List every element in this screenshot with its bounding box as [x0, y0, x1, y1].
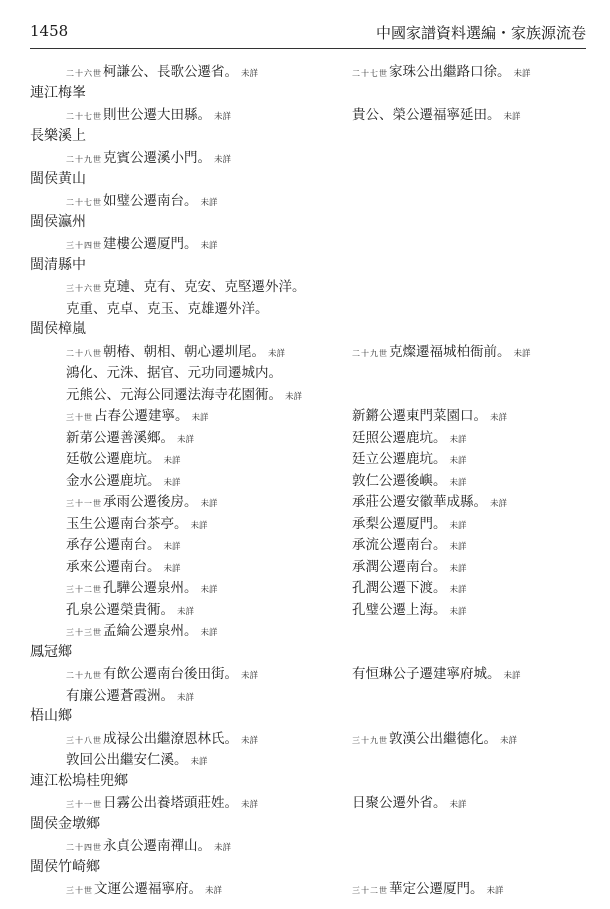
entry-text: 孔璧公遷上海。: [352, 601, 447, 618]
unknown-note: 未詳: [449, 477, 467, 488]
generation-label: 三十三世: [66, 628, 102, 637]
entry-right: [352, 877, 504, 899]
entry-continuation: [66, 297, 269, 319]
unknown-note: 未詳: [200, 628, 218, 638]
entry-continuation: [66, 684, 194, 706]
unknown-note: 未詳: [241, 69, 259, 79]
entry-continuation: [66, 748, 208, 770]
generation-label: 三十六世: [66, 284, 102, 293]
unknown-note: 未詳: [241, 671, 259, 681]
entry-right: [352, 533, 467, 555]
unknown-note: 未詳: [191, 413, 209, 423]
entry-right: [352, 447, 467, 469]
entry-text: 新苐公遷善溪鄉。: [66, 429, 174, 446]
place-heading: 閩侯竹崎鄉: [30, 858, 100, 875]
unknown-note: 未詳: [513, 348, 531, 359]
entry-continuation: [66, 361, 282, 383]
unknown-note: 未詳: [449, 542, 467, 552]
entry-left: [66, 490, 218, 512]
entry-text: 新鏘公遷東門菜園口。: [352, 408, 487, 424]
unknown-note: 未詳: [190, 520, 208, 531]
place-heading: 閩侯瀛州: [30, 213, 86, 230]
entry-right: [352, 404, 507, 426]
entry-left: [66, 791, 258, 813]
unknown-note: 未詳: [449, 606, 467, 617]
generation-label: 三十四世: [66, 241, 102, 250]
unknown-note: 未詳: [449, 434, 467, 445]
unknown-note: 未詳: [449, 520, 467, 531]
generation-label: 三十世: [66, 886, 93, 895]
entry-right: [352, 512, 467, 534]
generation-label: 三十一世: [66, 800, 102, 809]
entry-text: 克燦遷福城柏衙前。: [389, 343, 511, 360]
entry-text: 玉生公遷南台茶亭。: [66, 515, 188, 532]
entry-text: 柯謙公、長歌公遷省。: [103, 64, 238, 80]
unknown-note: 未詳: [241, 735, 259, 746]
unknown-note: 未詳: [449, 800, 467, 810]
entry-text: 家珠公出繼路口徐。: [389, 64, 511, 80]
unknown-note: 未詳: [200, 585, 218, 595]
generation-label: 三十二世: [66, 585, 102, 594]
generation-label: 二十七世: [66, 198, 102, 207]
entry-right: [352, 598, 467, 620]
entry-text: 朝椿、朝相、朝心遷圳尾。: [103, 343, 265, 360]
place-heading: 連江梅峯: [30, 84, 86, 101]
generation-label: 二十七世: [66, 112, 102, 121]
entry-right: [352, 576, 467, 598]
entry-left: [66, 60, 258, 82]
generation-label: 三十八世: [66, 735, 102, 745]
generation-label: 二十七世: [352, 69, 388, 78]
entry-text: 廷立公遷鹿坑。: [352, 451, 447, 467]
entry-left: [66, 576, 218, 598]
entry-left: [66, 512, 208, 534]
entry-text: 文運公遷福寧府。: [94, 881, 202, 897]
unknown-note: 未詳: [190, 757, 208, 767]
unknown-note: 未詳: [200, 241, 218, 251]
unknown-note: 未詳: [449, 585, 467, 595]
entry-left: [66, 447, 181, 469]
entry-left: [66, 469, 181, 491]
entry-left: [66, 834, 231, 856]
page-number: 1458: [30, 22, 69, 40]
unknown-note: 未詳: [503, 112, 521, 122]
entry-text: 日霧公出養塔頭莊姓。: [103, 795, 238, 811]
entry-right: [352, 103, 521, 125]
generation-label: 三十九世: [352, 735, 388, 745]
entry-text: 鴻化、元洙、据官、元功同遷城内。: [66, 365, 282, 381]
entry-text: 承存公遷南台。: [66, 537, 161, 553]
entry-left: [66, 146, 231, 168]
running-title: 中國家譜資料選編・家族源流卷: [375, 24, 586, 42]
unknown-note: 未詳: [500, 735, 518, 746]
unknown-note: 未詳: [214, 155, 232, 165]
entry-text: 敦仁公遷後嶼。: [352, 472, 447, 489]
entry-text: 如璧公遷南台。: [103, 193, 198, 209]
unknown-note: 未詳: [163, 456, 181, 466]
generation-label: 二十九世: [352, 348, 388, 358]
generation-label: 三十世: [66, 413, 93, 422]
entry-text: 承梨公遷厦門。: [352, 515, 447, 532]
entry-left: [66, 619, 218, 641]
entry-text: 貴公、榮公遷福寧延田。: [352, 107, 501, 123]
entry-text: 克賓公遷溪小門。: [103, 150, 211, 166]
unknown-note: 未詳: [177, 606, 195, 617]
unknown-note: 未詳: [214, 112, 232, 122]
entry-left: [66, 426, 194, 448]
entry-right: [352, 340, 531, 362]
entry-text: 廷敬公遷鹿坑。: [66, 451, 161, 467]
entry-continuation: [66, 383, 302, 405]
entry-text: 孔潤公遷下渡。: [352, 580, 447, 596]
entry-text: 成禄公出繼潦恩林氏。: [103, 730, 238, 747]
entry-text: 有飲公遷南台後田街。: [103, 666, 238, 682]
place-heading: 閩侯樟嵐: [30, 321, 86, 337]
unknown-note: 未詳: [268, 348, 286, 359]
generation-label: 三十一世: [66, 499, 102, 508]
place-heading: 閩清縣中: [30, 256, 86, 273]
entry-text: 孔驊公遷泉州。: [103, 580, 198, 596]
entry-right: [352, 60, 531, 82]
place-heading: 鳳冠鄉: [30, 643, 72, 660]
entry-left: [66, 533, 181, 555]
entry-left: [66, 103, 231, 125]
generation-label: 二十九世: [66, 155, 102, 164]
entry-text: 占春公遷建寧。: [94, 408, 189, 424]
unknown-note: 未詳: [490, 499, 508, 509]
place-heading: 長樂溪上: [30, 127, 86, 144]
entry-text: 有恒琳公子遷建寧府城。: [352, 666, 501, 682]
entry-left: [66, 598, 194, 620]
generation-label: 二十六世: [66, 69, 102, 78]
entry-right: [352, 791, 467, 813]
place-heading: 閩侯黄山: [30, 170, 86, 187]
unknown-note: 未詳: [285, 391, 303, 402]
entry-text: 廷照公遷鹿坑。: [352, 429, 447, 446]
entry-right: [352, 469, 467, 491]
entry-left: [66, 727, 258, 749]
unknown-note: 未詳: [214, 843, 232, 853]
entry-left: [66, 555, 181, 577]
entry-left: [66, 340, 285, 362]
entry-text: 金水公遷鹿坑。: [66, 472, 161, 489]
entry-text: 承流公遷南台。: [352, 537, 447, 553]
unknown-note: 未詳: [241, 800, 259, 810]
entry-text: 孔泉公遷榮貴衕。: [66, 601, 174, 618]
place-heading: 梧山鄉: [30, 708, 72, 724]
entry-text: 日聚公遷外省。: [352, 795, 447, 811]
unknown-note: 未詳: [163, 542, 181, 552]
entry-text: 承雨公遷後房。: [103, 494, 198, 510]
unknown-note: 未詳: [163, 563, 181, 574]
page-header: [30, 22, 586, 46]
entry-text: 華定公遷厦門。: [389, 881, 484, 897]
entry-left: [66, 404, 209, 426]
entry-left: [66, 877, 222, 899]
place-heading: 閩侯金墩鄉: [30, 815, 100, 832]
entry-text: 克重、克卓、克玉、克雄遷外洋。: [66, 300, 269, 317]
entry-left: [66, 275, 306, 297]
entry-left: [66, 232, 218, 254]
unknown-note: 未詳: [205, 886, 223, 896]
entry-text: 克璉、克有、克安、克堅遷外洋。: [103, 279, 306, 295]
unknown-note: 未詳: [177, 434, 195, 445]
entry-text: 元熊公、元海公同遷法海寺花園衕。: [66, 386, 282, 403]
entry-text: 永貞公遷南禪山。: [103, 838, 211, 854]
entry-text: 敦回公出繼安仁溪。: [66, 752, 188, 768]
entry-left: [66, 662, 258, 684]
entry-right: [352, 662, 521, 684]
generation-label: 二十八世: [66, 348, 102, 358]
generation-label: 二十九世: [66, 671, 102, 680]
entry-right: [352, 555, 467, 577]
entry-left: [66, 189, 218, 211]
entry-text: 則世公遷大田縣。: [103, 107, 211, 123]
entry-text: 承來公遷南台。: [66, 558, 161, 575]
unknown-note: 未詳: [513, 69, 531, 79]
entry-right: [352, 727, 517, 749]
entry-text: 孟綸公遷泉州。: [103, 623, 198, 639]
entry-right: [352, 490, 507, 512]
entry-text: 有廉公遷蒼霞洲。: [66, 687, 174, 704]
entry-text: 敦漢公出繼德化。: [389, 730, 497, 747]
unknown-note: 未詳: [163, 477, 181, 488]
entry-right: [352, 426, 467, 448]
place-heading: 連江松塢桂兜鄉: [30, 772, 128, 789]
generation-label: 二十四世: [66, 843, 102, 852]
header-rule: [30, 48, 586, 49]
generation-label: 三十二世: [352, 886, 388, 895]
unknown-note: 未詳: [449, 563, 467, 574]
entry-text: 承潤公遷南台。: [352, 558, 447, 575]
unknown-note: 未詳: [449, 456, 467, 466]
unknown-note: 未詳: [200, 499, 218, 509]
entry-text: 建樓公遷厦門。: [103, 236, 198, 252]
unknown-note: 未詳: [503, 671, 521, 681]
entry-text: 承莊公遷安徽華成縣。: [352, 494, 487, 510]
unknown-note: 未詳: [490, 413, 508, 423]
unknown-note: 未詳: [200, 198, 218, 208]
unknown-note: 未詳: [486, 886, 504, 896]
unknown-note: 未詳: [177, 692, 195, 703]
